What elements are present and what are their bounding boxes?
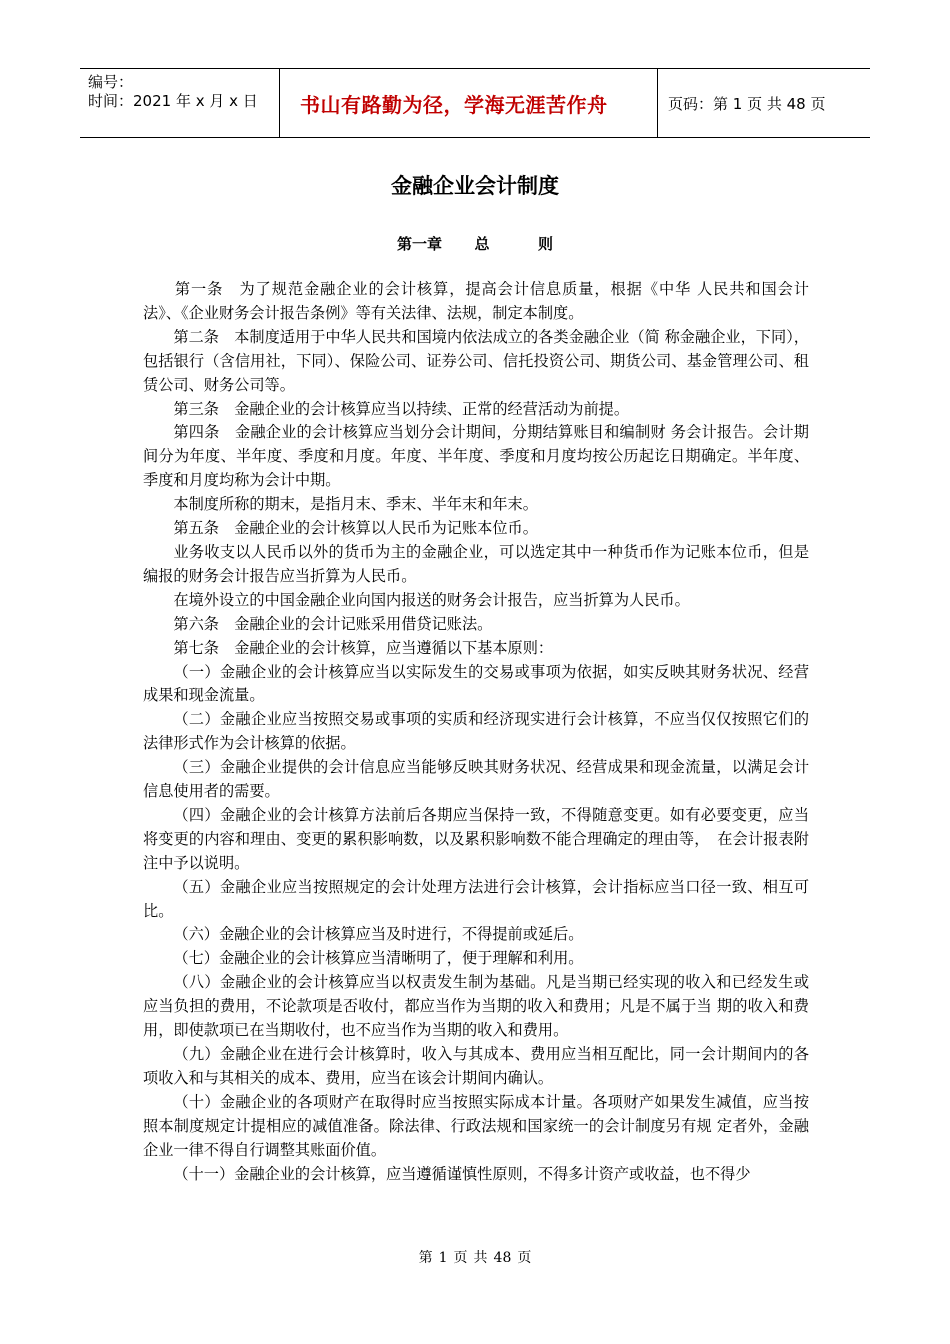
footer-text: 页 [517,1250,532,1266]
header-meta [80,69,280,137]
paragraph: （十一）金融企业的会计核算，应当遵循谨慎性原则，不得多计资产或收益，也不得少 [173,1164,751,1183]
footer-text: 共 [473,1250,488,1266]
header-time-label: 时间：2021 年 x 月 x 日 [88,92,258,110]
paragraph: 业务收支以人民币以外的货币为主的金融企业，可以选定其中一种货币作为记账本位币，但是编报的财务会计报告应当折算为人民币。 [143,542,809,585]
paragraph: （三）金融企业提供的会计信息应当能够反映其财务状况、经营成果和现金流量，以满足会计信息使用者的需要。 [143,758,809,801]
chapter-number: 第一章 [397,235,443,253]
paragraph: （九）金融企业在进行会计核算时，收入与其成本、费用应当相互配比，同一会计期间内的各项收入和与其相关的成本、费用，应当在该会计期间内确认。 [143,1045,809,1087]
page-footer [0,1247,950,1267]
paragraph: 第一条 为了规范金融企业的会计核算，提高会计信息质量，根据《中华 人民共和国会计法》、《企业财务会计报告条例》等有关法律、法规，制定本制度。 [143,280,809,322]
paragraph: 本制度所称的期末，是指月末、季末、半年末和年末。 [173,495,538,514]
footer-text: 第 [418,1250,433,1266]
paragraph: 第七条 金融企业的会计核算，应当遵循以下基本原则： [173,638,554,657]
chapter-heading [0,233,950,254]
paragraph: （八）金融企业的会计核算应当以权责发生制为基础。凡是当期已经实现的收入和已经发生或应当负担的费用，不论款项是否收付，都应当作为当期的收入和费用；凡是不属于当 期的收入和费用，即使款项已在当期收付，也不应当作为当期的收入和费用。 [143,973,809,1040]
paragraph: 第四条 金融企业的会计核算应当划分会计期间，分期结算账目和编制财 务会计报告。会计期间分为年度、半年度、季度和月度。年度、半年度、季度和月度均按公历起讫日期确定。半年度、季度和月度均称为会计中期。 [143,423,809,490]
paragraph: 第五条 金融企业的会计核算以人民币为记账本位币。 [173,519,538,538]
paragraph: 第六条 金融企业的会计记账采用借贷记账法。 [173,614,493,633]
paragraph: （一）金融企业的会计核算应当以实际发生的交易或事项为依据，如实反映其财务状况、经营成果和现金流量。 [143,662,809,705]
paragraph: （十）金融企业的各项财产在取得时应当按照实际成本计量。各项财产如果发生减值，应当按照本制度规定计提相应的减值准备。除法律、行政法规和国家统一的会计制度另有规 定者外，金融企业一律不得自行调整其账面价值。 [143,1092,809,1159]
paragraph: （五）金融企业应当按照规定的会计处理方法进行会计核算，会计指标应当口径一致、相互可比。 [143,877,809,920]
paragraph: （二）金融企业应当按照交易或事项的实质和经济现实进行会计核算，不应当仅仅按照它们的法律形式作为会计核算的依据。 [143,710,809,753]
paragraph: 第三条 金融企业的会计核算应当以持续、正常的经营活动为前提。 [173,399,630,418]
paragraph: （四）金融企业的会计核算方法前后各期应当保持一致，不得随意变更。如有必要变更，应当将变更的内容和理由、变更的累积影响数，以及累积影响数不能合理确定的理由等， 在会计报表附注中予以说明。 [143,805,809,872]
header-number-label: 编号： [88,73,134,91]
paragraph: （六）金融企业的会计核算应当及时进行，不得提前或延后。 [173,925,584,944]
footer-total-pages: 48 [493,1250,512,1266]
footer-text: 页 [453,1250,468,1266]
document-title: 金融企业会计制度 [391,174,559,198]
header-motto: 书山有路勤为径，学海无涯苦作舟 [280,69,658,137]
chapter-word-1: 总 [474,235,490,253]
paragraph: 在境外设立的中国金融企业向国内报送的财务会计报告，应当折算为人民币。 [173,590,690,609]
paragraph: 第二条 本制度适用于中华人民共和国境内依法成立的各类金融企业（简 称金融企业，下同），包括银行（含信用社，下同）、保险公司、证券公司、信托投资公司、期货公司、基金管理公司、租赁公司、财务公司等。 [143,327,809,394]
document-body [143,278,809,1186]
page-header [80,68,870,138]
header-page-info: 页码：第 1 页 共 48 页 [668,94,826,113]
chapter-word-2: 则 [537,235,553,253]
footer-page-number: 1 [438,1250,448,1266]
paragraph: （七）金融企业的会计核算应当清晰明了，便于理解和利用。 [173,949,584,968]
